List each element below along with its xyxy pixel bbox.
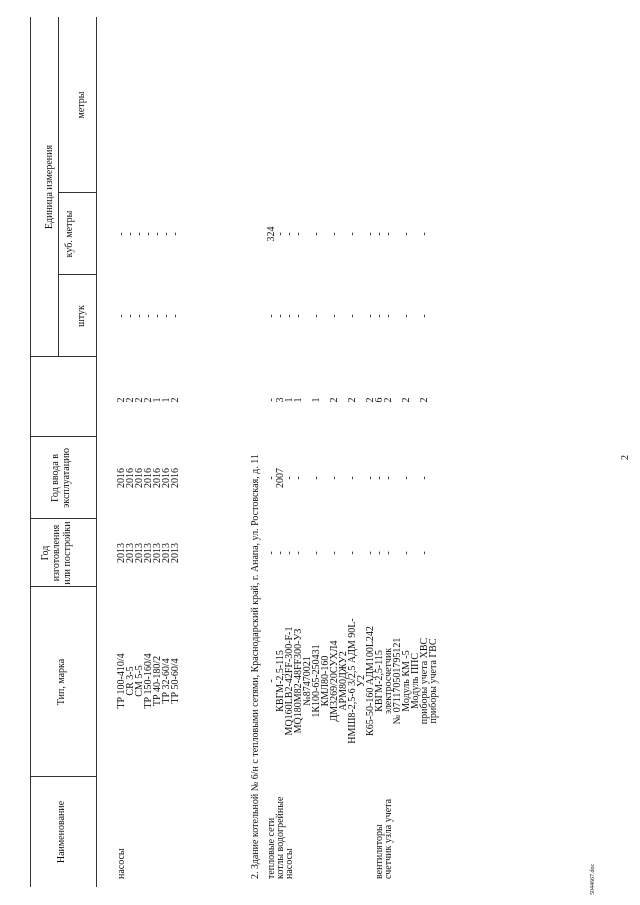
section2-year-cell: - — [266, 551, 277, 555]
section2-cub-cell: - — [419, 314, 430, 318]
section2-type-cell: приборы учета ГВС — [428, 638, 439, 724]
section2-m-cell: - — [293, 232, 304, 236]
section2-year-cell: - — [401, 551, 412, 555]
section2-cub-cell: - — [383, 314, 394, 318]
section2-cub-cell: - — [365, 314, 376, 318]
section2-cub-cell: - — [284, 314, 295, 318]
section2-comm-cell: - — [266, 476, 277, 480]
header-year-made-line2: изготовления — [51, 524, 62, 582]
section2-comm-cell: - — [284, 476, 295, 480]
section2-year-cell: - — [347, 551, 358, 555]
section2-pcs-cell: 2 — [383, 397, 394, 403]
section1-pcs-cell: 2 — [143, 397, 154, 403]
header-unit-group: Единица измерения — [44, 144, 55, 230]
section2-pcs-cell: 2 — [347, 397, 358, 403]
section2-year-cell: - — [329, 551, 340, 555]
section2-m-cell: - — [383, 232, 394, 236]
section2-m-cell: - — [419, 232, 430, 236]
section2-pcs-cell: 2 — [329, 397, 340, 403]
section1-year-cell: 2013 — [170, 543, 181, 563]
section2-cub-cell: - — [311, 314, 322, 318]
section1-year-cell: 2013 — [152, 543, 163, 563]
header-year-comm-line2: эксплуатацию — [61, 448, 72, 508]
section2-pcs-cell: 2 — [419, 397, 430, 403]
section1-cub-cell: - — [143, 314, 154, 318]
section2-name-cell: насосы — [284, 848, 295, 879]
section2-m-cell: - — [365, 232, 376, 236]
section1-comm-cell: 2016 — [152, 468, 163, 488]
section2-m-cell: - — [347, 232, 358, 236]
section2-year-cell: - — [383, 551, 394, 555]
header-name: Наименование — [56, 800, 67, 864]
section2-name-cell: счетчик узла учета — [383, 798, 394, 879]
section2-type-cell: Модуль КМ -5 — [401, 650, 412, 712]
section2-type-cell: MQ160LB2-42FF-300-F-1 — [284, 626, 295, 736]
section1-m-cell: - — [170, 232, 181, 236]
section2-m-cell: - — [311, 232, 322, 236]
section2-m-cell: - — [374, 232, 385, 236]
section1-comm-cell: 2016 — [170, 468, 181, 488]
header-year-made-line1: Год — [40, 545, 51, 561]
section2-m-cell: - — [284, 232, 295, 236]
section2-type-cell: №87470021 — [302, 656, 313, 706]
section1-cub-cell: - — [170, 314, 181, 318]
section1-m-cell: - — [134, 232, 145, 236]
section2-type-cell: № 071170501795121 — [392, 637, 403, 725]
section1-cub-cell: - — [152, 314, 163, 318]
section1-comm-cell: 2016 — [161, 468, 172, 488]
section2-type-cell: 1К100-65-250431 — [311, 644, 322, 718]
section2-name-cell: котлы водогрейные — [275, 796, 286, 879]
section2-cub-cell: - — [275, 314, 286, 318]
section1-m-cell: - — [143, 232, 154, 236]
section1-name-cell: насосы — [116, 848, 127, 879]
header-year-comm-line1: Год ввода в — [50, 453, 61, 503]
section2-type-cell: К65-50-160 АДМ100L242 — [365, 626, 376, 736]
section1-cub-cell: - — [161, 314, 172, 318]
section1-type-cell: CM 5-5 — [134, 665, 145, 697]
section2-type-cell: - — [266, 679, 277, 683]
section1-comm-cell: 2016 — [125, 468, 136, 488]
section2-m-cell: 324 — [266, 226, 277, 242]
section2-pcs-cell: 3 — [275, 397, 286, 403]
section1-m-cell: - — [161, 232, 172, 236]
section2-m-cell: - — [329, 232, 340, 236]
section2-type-cell: электросчетчик — [383, 647, 394, 715]
section2-comm-cell: - — [347, 476, 358, 480]
section2-pcs-cell: 1 — [293, 397, 304, 403]
section1-type-cell: CR 3-5 — [125, 666, 136, 696]
section2-comm-cell: - — [374, 476, 385, 480]
unit-group-border — [58, 17, 59, 357]
section2-cub-cell: - — [347, 314, 358, 318]
section1-cub-cell: - — [134, 314, 145, 318]
section2-cub-cell: - — [266, 314, 277, 318]
section2-type-cell: АРМ80ДЖУ2 — [338, 651, 349, 711]
section2-type-cell: приборы учета ХВС — [419, 637, 430, 725]
section1-pcs-cell: 1 — [152, 397, 163, 403]
section2-comm-cell: - — [401, 476, 412, 480]
section2-pcs-cell: 1 — [311, 397, 322, 403]
section2-comm-cell: - — [365, 476, 376, 480]
section1-year-cell: 2013 — [116, 543, 127, 563]
section2-m-cell: - — [275, 232, 286, 236]
section1-comm-cell: 2016 — [134, 468, 145, 488]
section2-cub-cell: - — [401, 314, 412, 318]
section2-type-cell: КВГМ-2,5-115 — [275, 650, 286, 712]
section1-comm-cell: 2016 — [116, 468, 127, 488]
header-cubic-meters: куб. метры — [64, 210, 75, 258]
section1-type-cell: ТР 40-180/2 — [152, 655, 163, 707]
section1-cub-cell: - — [116, 314, 127, 318]
section1-type-cell: ТР 100-410/4 — [116, 653, 127, 709]
section2-cub-cell: - — [374, 314, 385, 318]
section1-pcs-cell: 2 — [125, 397, 136, 403]
header-year-made — [40, 519, 73, 587]
section2-type-cell: ДМ3269/20СУХЛ4 — [329, 640, 340, 722]
section2-comm-cell: - — [311, 476, 322, 480]
section2-year-cell: - — [365, 551, 376, 555]
section2-m-cell: - — [401, 232, 412, 236]
section2-year-cell: - — [311, 551, 322, 555]
section2-type-cell: НМШ8-2,5-6 3/2,5 АДМ 90L- — [347, 618, 358, 744]
section1-m-cell: - — [125, 232, 136, 236]
section2-type-cell: КВГМ-2,5-115 — [374, 650, 385, 712]
section2-comm-cell: 2007 — [275, 468, 286, 488]
header-year-commissioned — [50, 437, 72, 519]
section2-comm-cell: - — [293, 476, 304, 480]
section2-pcs-cell: 2 — [365, 397, 376, 403]
section1-comm-cell: 2016 — [143, 468, 154, 488]
section2-cub-cell: - — [293, 314, 304, 318]
section2-title: 2. Здание котельной № 6/н с тепловыми сетями, Краснодарский край, г. Анапа, ул. Ростовская, д. 11 — [250, 454, 261, 879]
section1-year-cell: 2013 — [143, 543, 154, 563]
section2-name-cell: тепловые сети — [266, 817, 277, 879]
section1-year-cell: 2013 — [161, 543, 172, 563]
section1-type-cell: ТР 50-60/4 — [170, 658, 181, 704]
section1-type-cell: ТР 32-60/4 — [161, 658, 172, 704]
section2-comm-cell: - — [329, 476, 340, 480]
header-year-made-line3: или постройки — [62, 521, 73, 585]
section1-pcs-cell: 2 — [134, 397, 145, 403]
section2-year-cell: - — [374, 551, 385, 555]
section1-pcs-cell: 2 — [170, 397, 181, 403]
section2-pcs-cell: 6 — [374, 397, 385, 403]
section1-year-cell: 2013 — [134, 543, 145, 563]
section2-comm-cell: - — [383, 476, 394, 480]
section2-pcs-cell: - — [266, 398, 277, 402]
footer-filename: 5044667.doc — [590, 863, 596, 895]
section1-pcs-cell: 2 — [116, 397, 127, 403]
section1-type-cell: ТР 150-160/4 — [143, 653, 154, 709]
section2-year-cell: - — [275, 551, 286, 555]
section2-year-cell: - — [284, 551, 295, 555]
section2-comm-cell: - — [419, 476, 430, 480]
section2-pcs-cell: 2 — [401, 397, 412, 403]
section1-m-cell: - — [152, 232, 163, 236]
section1-pcs-cell: 1 — [161, 397, 172, 403]
header-pieces: штук — [76, 305, 87, 327]
header-meters: метры — [76, 91, 87, 119]
section2-type-cell: Модуль ППС — [410, 652, 421, 710]
section2-year-cell: - — [293, 551, 304, 555]
header-type: Тип, марка — [56, 658, 67, 706]
section1-cub-cell: - — [125, 314, 136, 318]
section2-name-cell: вентиляторы — [374, 824, 385, 879]
section2-year-cell: - — [419, 551, 430, 555]
table-top-border — [30, 17, 31, 887]
section2-cub-cell: - — [329, 314, 340, 318]
section1-year-cell: 2013 — [125, 543, 136, 563]
section2-type-cell: MQ180M82-48FF300-УЗ — [293, 628, 304, 734]
section2-pcs-cell: 1 — [284, 397, 295, 403]
section2-type-cell: У2 — [356, 674, 367, 688]
section2-type-cell: КМЛ80-160 — [320, 655, 331, 707]
header-bottom-border — [96, 17, 97, 887]
section1-m-cell: - — [116, 232, 127, 236]
page-number: 2 — [620, 455, 631, 460]
